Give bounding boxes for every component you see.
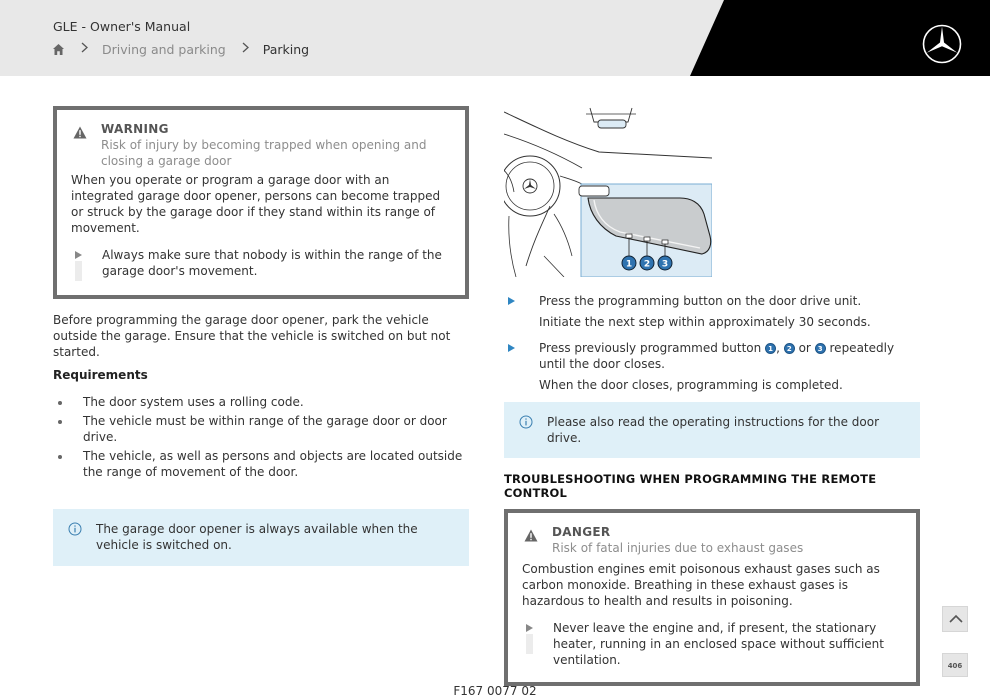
button-badge-3: 3 [815,343,826,354]
requirements-list [53,394,469,480]
step-arrow-icon [508,344,515,352]
chevron-right-icon [242,42,249,57]
breadcrumb-link-driving-and-parking[interactable]: Driving and parking [102,42,226,57]
bullet-icon [58,455,62,459]
svg-text:3: 3 [661,259,669,270]
info-icon [519,415,533,429]
button-badge-2: 2 [784,343,795,354]
svg-text:2: 2 [643,259,651,270]
breadcrumb [52,42,309,57]
danger-step-text: Never leave the engine and, if present, the stationary heater, running in an enclosed space without sufficient ventilation. [553,621,884,667]
image-code: F167 0077 02 [453,684,537,698]
list-item: The door system uses a rolling code. [53,394,469,410]
warning-triangle-icon [73,126,87,139]
troubleshooting-title: TROUBLESHOOTING WHEN PROGRAMMING THE REMOTE CONTROL [504,472,877,500]
button-badge-1: 1 [765,343,776,354]
list-item: The vehicle must be within range of the garage door or door drive. [53,413,469,445]
chevron-up-icon [943,607,969,633]
bullet-icon [58,401,62,405]
left-column [53,106,469,566]
bullet-icon [58,420,62,424]
warning-triangle-icon [524,529,538,542]
danger-step [522,620,900,668]
callout-2 [640,256,654,270]
step-arrow-icon [508,297,515,305]
danger-subtitle: Risk of fatal injuries due to exhaust gases [552,541,804,555]
step-item: Press the programming button on the door drive unit. Initiate the next step within approximately 30 seconds. [504,293,920,330]
chevron-right-icon [81,42,88,57]
home-icon[interactable] [52,43,65,56]
mirror-buttons-illustration [504,106,712,277]
info-text: The garage door opener is always available when the vehicle is switched on. [96,522,418,552]
info-box-door-drive [504,402,920,458]
svg-text:1: 1 [625,259,633,270]
callout-1 [622,256,636,270]
callout-3 [658,256,672,270]
danger-box [504,509,920,686]
info-box-availability [53,509,469,566]
warning-body: When you operate or program a garage door with an integrated garage door opener, persons can become trapped or struck by the garage door if they stand within its range of movement. [71,173,441,235]
info-icon [68,522,82,536]
breadcrumb-current-parking: Parking [262,42,310,57]
warning-step-text: Always make sure that nobody is within the range of the garage door's movement. [102,248,442,278]
step-arrow-icon [75,251,83,281]
right-column [504,106,920,686]
scroll-to-top-button[interactable] [942,606,968,632]
warning-subtitle: Risk of injury by becoming trapped when opening and closing a garage door [101,138,427,168]
step-item: Press previously programmed button 1 , 2 or 3 repeatedly until the door closes. When the door closes, programming is completed. [504,340,920,393]
warning-step [71,247,449,281]
step-arrow-icon [526,624,534,668]
page-number: 406 [942,653,968,677]
danger-title: DANGER [552,525,611,539]
list-item: The vehicle, as well as persons and objects are located outside the range of movement of the door. [53,448,469,480]
mercedes-star-logo-icon [921,23,963,65]
intro-paragraph: Before programming the garage door opener, park the vehicle outside the garage. Ensure that the vehicle is switched on but not started. [53,313,451,359]
warning-title: WARNING [101,122,169,136]
manual-title: GLE - Owner's Manual [53,19,191,34]
requirements-title: Requirements [53,368,148,382]
danger-body: Combustion engines emit poisonous exhaust gases such as carbon monoxide. Breathing in these exhaust gases is hazardous to health and results in poisoning. [522,562,880,608]
programming-steps [504,293,920,393]
warning-box [53,106,469,299]
page-header [0,0,990,76]
info-text: Please also read the operating instructions for the door drive. [547,415,880,445]
